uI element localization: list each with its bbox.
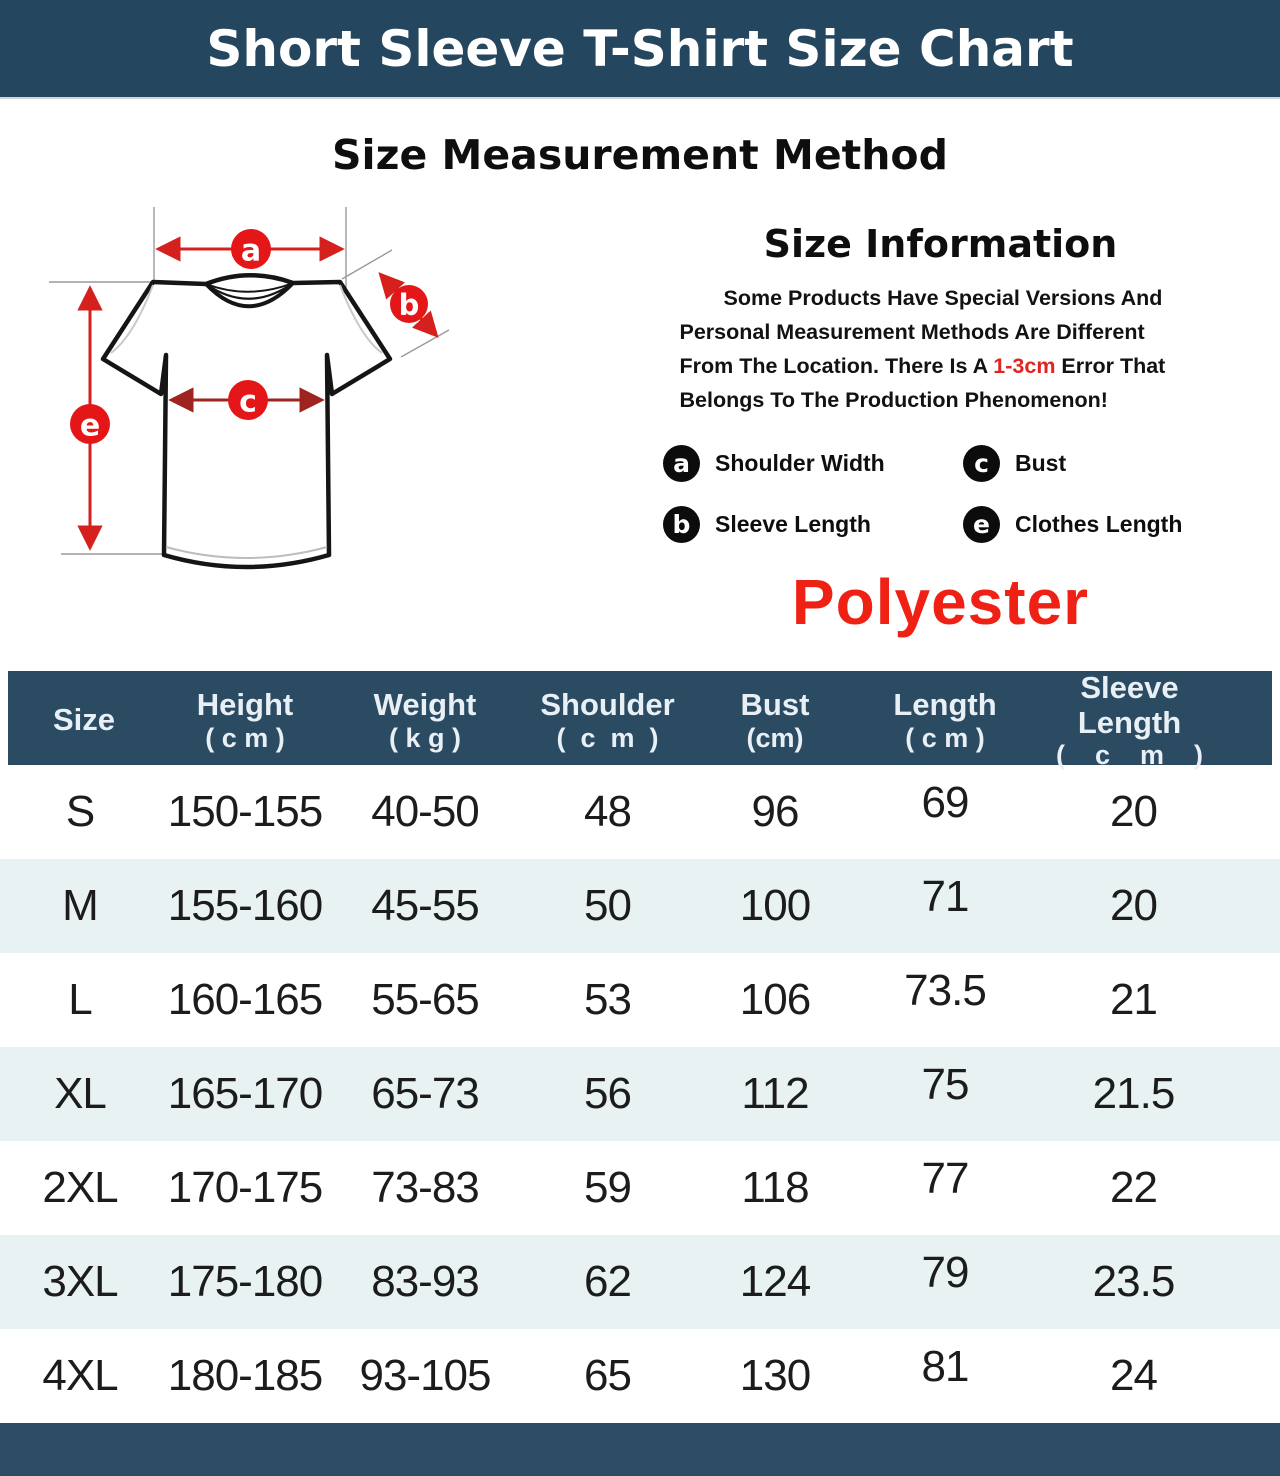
value-cell: 22 xyxy=(1110,1163,1157,1212)
value-cell: 20 xyxy=(1110,881,1157,930)
value-cell: 23.5 xyxy=(1092,1257,1175,1306)
value-cell: 40-50 xyxy=(371,787,479,836)
value-cell: 71 xyxy=(921,872,969,921)
diagram-area xyxy=(0,181,475,600)
column-header-sleeve-length xyxy=(1035,671,1272,771)
legend-item-e xyxy=(963,506,1228,543)
value-cell: 55-65 xyxy=(371,975,479,1024)
value-cell: 79 xyxy=(921,1248,969,1297)
table-body xyxy=(0,765,1280,1423)
value-cell: 175-180 xyxy=(167,1257,323,1306)
tshirt-measurement-diagram xyxy=(45,187,475,595)
legend xyxy=(663,445,1228,543)
legend-item-c xyxy=(963,445,1228,482)
legend-item-a xyxy=(663,445,963,482)
value-cell: 73-83 xyxy=(371,1163,479,1212)
value-cell: 65-73 xyxy=(371,1069,479,1118)
legend-label: Bust xyxy=(1015,450,1067,476)
value-cell: 130 xyxy=(739,1351,811,1400)
value-cell: 165-170 xyxy=(167,1069,323,1118)
legend-badge-b: b xyxy=(663,506,700,543)
value-cell: 81 xyxy=(921,1342,969,1391)
legend-label: Sleeve Length xyxy=(715,511,871,537)
value-cell: 170-175 xyxy=(167,1163,323,1212)
value-cell: 21 xyxy=(1110,975,1157,1024)
value-cell: 53 xyxy=(584,975,631,1024)
size-cell: M xyxy=(62,881,98,930)
paragraph-text: Some Products Have Special Versions And Personal Measurement Methods Are Different From The Location. There Is A xyxy=(679,286,1163,378)
value-cell: 50 xyxy=(584,881,631,930)
value-cell: 124 xyxy=(739,1257,811,1306)
value-cell: 62 xyxy=(584,1257,631,1306)
column-label: Height xyxy=(196,687,294,723)
size-table xyxy=(0,671,1280,1423)
value-cell: 93-105 xyxy=(359,1351,491,1400)
value-cell: 155-160 xyxy=(167,881,323,930)
value-cell: 100 xyxy=(739,881,811,930)
value-cell: 83-93 xyxy=(371,1257,479,1306)
measure-label-e: e xyxy=(79,408,101,444)
size-cell: XL xyxy=(54,1069,106,1118)
table-row xyxy=(0,1235,1280,1329)
column-label: Shoulder xyxy=(540,687,675,723)
column-label: Length xyxy=(893,687,997,723)
value-cell: 75 xyxy=(921,1060,969,1109)
value-cell: 21.5 xyxy=(1092,1069,1175,1118)
value-cell: 48 xyxy=(584,787,631,836)
column-header-shoulder xyxy=(520,688,695,753)
column-unit: ( c m ) xyxy=(556,723,659,754)
size-information-section xyxy=(653,181,1228,639)
size-cell: 4XL xyxy=(42,1351,118,1400)
column-header-bust xyxy=(695,688,855,753)
value-cell: 77 xyxy=(921,1154,969,1203)
measure-label-a: a xyxy=(240,233,262,269)
size-cell: 3XL xyxy=(42,1257,118,1306)
footer-bar xyxy=(0,1423,1280,1476)
legend-label: Shoulder Width xyxy=(715,450,885,476)
material-label: Polyester xyxy=(791,566,1090,638)
legend-item-b xyxy=(663,506,963,543)
value-cell: 106 xyxy=(739,975,811,1024)
column-label: Weight xyxy=(373,687,477,723)
value-cell: 24 xyxy=(1110,1351,1157,1400)
table-row xyxy=(0,1141,1280,1235)
size-information-heading: Size Information xyxy=(763,222,1118,266)
table-row xyxy=(0,859,1280,953)
column-unit: ( c m ) xyxy=(205,723,285,754)
paragraph-text-after: Error That Belongs To The Production Phenomenon! xyxy=(679,354,1166,412)
size-information-paragraph xyxy=(680,281,1202,417)
value-cell: 73.5 xyxy=(904,966,986,1015)
column-unit: ( c m ) xyxy=(1055,740,1204,771)
paragraph-highlight: 1-3cm xyxy=(993,354,1056,378)
title-bar xyxy=(0,0,1280,99)
column-label: Bust xyxy=(740,687,810,723)
column-unit: ( c m ) xyxy=(905,723,985,754)
value-cell: 56 xyxy=(584,1069,631,1118)
value-cell: 65 xyxy=(584,1351,631,1400)
column-header-length xyxy=(855,688,1035,753)
value-cell: 59 xyxy=(584,1163,631,1212)
value-cell: 150-155 xyxy=(167,787,323,836)
column-header-weight xyxy=(330,688,520,753)
table-row xyxy=(0,953,1280,1047)
table-row xyxy=(0,1329,1280,1423)
page-title: Short Sleeve T-Shirt Size Chart xyxy=(206,19,1074,78)
size-cell: 2XL xyxy=(42,1163,118,1212)
value-cell: 45-55 xyxy=(371,881,479,930)
value-cell: 180-185 xyxy=(167,1351,323,1400)
legend-label: Clothes Length xyxy=(1015,511,1183,537)
column-header-height xyxy=(160,688,330,753)
legend-badge-e: e xyxy=(963,506,1000,543)
legend-badge-c: c xyxy=(963,445,1000,482)
column-label: Sleeve Length xyxy=(1077,670,1182,740)
measurement-method-heading: Size Measurement Method xyxy=(332,131,948,179)
measure-label-b: b xyxy=(398,288,420,322)
value-cell: 118 xyxy=(741,1163,809,1212)
table-header xyxy=(8,670,1272,771)
value-cell: 160-165 xyxy=(167,975,323,1024)
value-cell: 69 xyxy=(921,778,969,827)
column-label: Size xyxy=(52,702,116,738)
size-cell: L xyxy=(68,975,92,1024)
table-row xyxy=(0,1047,1280,1141)
value-cell: 96 xyxy=(751,787,799,836)
column-header-size xyxy=(8,703,160,738)
content-row xyxy=(0,181,1280,663)
tshirt-outline xyxy=(103,275,390,567)
column-unit: ( k g ) xyxy=(389,723,461,754)
measure-label-c: c xyxy=(239,384,257,420)
column-unit: (cm) xyxy=(746,723,804,754)
size-cell: S xyxy=(65,787,95,836)
table-row xyxy=(0,765,1280,859)
legend-badge-a: a xyxy=(663,445,700,482)
value-cell: 20 xyxy=(1110,787,1157,836)
value-cell: 112 xyxy=(741,1069,809,1118)
